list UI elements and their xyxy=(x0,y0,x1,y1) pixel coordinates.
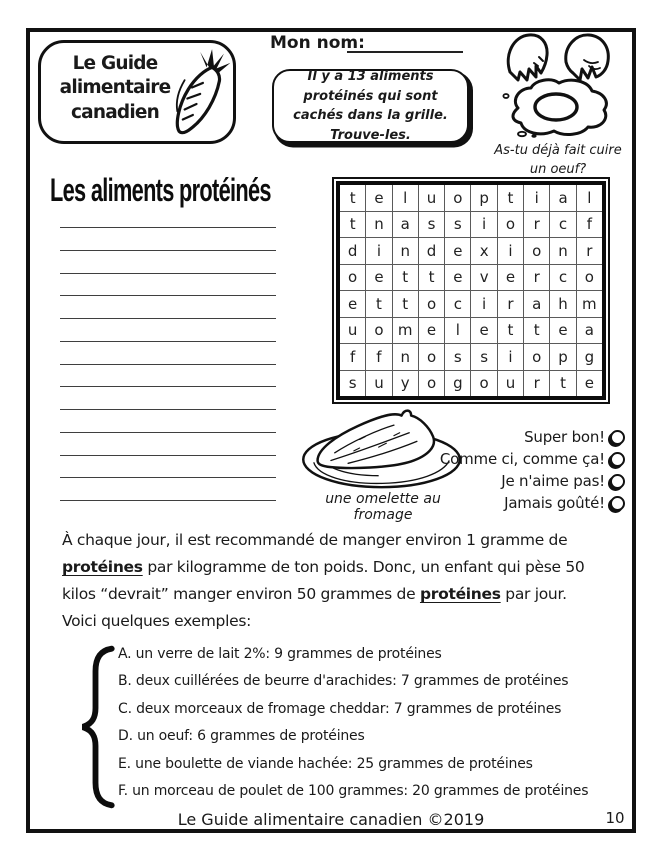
name-input-line[interactable] xyxy=(347,51,463,53)
grid-cell[interactable]: p xyxy=(550,344,575,370)
grid-cell[interactable]: l xyxy=(577,185,602,211)
grid-cell[interactable]: o xyxy=(419,344,444,370)
instruction-text: Il y a 13 aliments protéinés qui sont cachés dans la grille. Trouve-les. xyxy=(293,69,448,143)
writing-lines xyxy=(60,227,276,517)
curly-brace-icon xyxy=(82,636,118,818)
grid-cell[interactable]: r xyxy=(524,212,549,238)
instruction-bubble xyxy=(272,69,469,143)
writing-line[interactable] xyxy=(60,227,276,228)
grid-cell[interactable]: l xyxy=(393,185,418,211)
rating-row xyxy=(420,426,625,448)
writing-line[interactable] xyxy=(60,295,276,296)
grid-cell[interactable]: c xyxy=(550,212,575,238)
grid-cell[interactable]: i xyxy=(366,238,391,264)
grid-cell[interactable]: p xyxy=(471,185,496,211)
grid-cell[interactable]: o xyxy=(340,265,365,291)
grid-cell[interactable]: e xyxy=(498,265,523,291)
egg-question-caption: As-tu déjà fait cuire un oeuf? xyxy=(494,143,622,177)
grid-cell[interactable]: a xyxy=(524,291,549,317)
grid-cell[interactable]: v xyxy=(471,265,496,291)
grid-cell[interactable]: o xyxy=(419,291,444,317)
grid-cell[interactable]: o xyxy=(445,185,470,211)
rating-label: Je n'aime pas! xyxy=(501,472,605,490)
grid-cell[interactable]: x xyxy=(471,238,496,264)
rating-label: Super bon! xyxy=(524,428,605,446)
grid-cell[interactable]: s xyxy=(340,371,365,397)
logo-title xyxy=(50,52,180,125)
emphasized-word: protéines xyxy=(62,558,143,576)
example-item: F. un morceau de poulet de 100 grammes: 20 grammes de protéines xyxy=(118,783,589,800)
grid-cell[interactable]: o xyxy=(498,212,523,238)
grid-cell[interactable]: t xyxy=(498,318,523,344)
example-item: D. un oeuf: 6 grammes de protéines xyxy=(118,728,365,745)
writing-line[interactable] xyxy=(60,318,276,319)
grid-cell[interactable]: l xyxy=(445,318,470,344)
carrot-icon xyxy=(170,44,234,142)
word-search-grid xyxy=(336,181,606,400)
grid-cell[interactable]: r xyxy=(577,238,602,264)
word-search xyxy=(332,177,610,404)
grid-cell[interactable]: g xyxy=(577,344,602,370)
grid-cell[interactable]: o xyxy=(471,371,496,397)
grid-cell[interactable]: o xyxy=(577,265,602,291)
paragraph-line xyxy=(62,608,622,635)
name-label: Mon nom: xyxy=(270,33,365,53)
grid-cell[interactable]: n xyxy=(550,238,575,264)
paragraph-line xyxy=(62,581,622,608)
worksheet-title: Les aliments protéinés xyxy=(50,172,271,208)
emphasized-word: protéines xyxy=(419,585,501,603)
grid-cell[interactable]: s xyxy=(445,212,470,238)
grid-cell[interactable]: n xyxy=(393,344,418,370)
grid-cell[interactable]: c xyxy=(550,265,575,291)
grid-cell[interactable]: i xyxy=(524,185,549,211)
grid-cell[interactable]: a xyxy=(393,212,418,238)
paragraph-text: kilos “devrait” manger environ 50 grammes de xyxy=(62,585,420,603)
grid-cell[interactable]: s xyxy=(419,212,444,238)
cracked-eggshell-icon xyxy=(566,35,609,80)
rating-circle[interactable] xyxy=(610,430,625,445)
examples-list xyxy=(118,641,588,805)
example-item: B. deux cuillérées de beurre d'arachides: 7 grammes de protéines xyxy=(118,673,569,690)
grid-cell[interactable]: t xyxy=(419,265,444,291)
grid-cell[interactable]: u xyxy=(419,185,444,211)
grid-cell[interactable]: t xyxy=(550,371,575,397)
writing-line[interactable] xyxy=(60,250,276,251)
writing-line[interactable] xyxy=(60,364,276,365)
logo-line-3: canadien xyxy=(70,101,159,123)
grid-cell[interactable]: d xyxy=(419,238,444,264)
grid-cell[interactable]: f xyxy=(366,344,391,370)
grid-cell[interactable]: e xyxy=(366,185,391,211)
grid-cell[interactable]: c xyxy=(445,291,470,317)
rating-row xyxy=(420,492,625,514)
writing-line[interactable] xyxy=(60,500,276,501)
grid-cell[interactable]: u xyxy=(366,371,391,397)
grid-cell[interactable]: e xyxy=(419,318,444,344)
rating-circle[interactable] xyxy=(610,474,625,489)
grid-cell[interactable]: s xyxy=(445,344,470,370)
grid-cell[interactable]: e xyxy=(577,371,602,397)
grid-cell[interactable]: n xyxy=(393,238,418,264)
paragraph-text: À chaque jour, il est recommandé de manger environ 1 gramme de xyxy=(62,531,568,549)
rating-circle[interactable] xyxy=(610,496,625,511)
grid-cell[interactable]: t xyxy=(393,291,418,317)
grid-cell[interactable]: m xyxy=(393,318,418,344)
grid-cell[interactable]: r xyxy=(524,265,549,291)
grid-cell[interactable]: e xyxy=(471,318,496,344)
rating-label: Comme ci, comme ça! xyxy=(439,450,605,468)
grid-cell[interactable]: a xyxy=(550,185,575,211)
writing-line[interactable] xyxy=(60,273,276,274)
grid-cell[interactable]: d xyxy=(340,238,365,264)
rating-row xyxy=(420,470,625,492)
grid-cell[interactable]: m xyxy=(577,291,602,317)
omelette-caption: une omelette au fromage xyxy=(325,491,441,523)
grid-cell[interactable]: f xyxy=(577,212,602,238)
example-item: C. deux morceaux de fromage cheddar: 7 grammes de protéines xyxy=(118,700,562,717)
grid-cell[interactable]: o xyxy=(524,238,549,264)
grid-cell[interactable]: t xyxy=(340,212,365,238)
grid-cell[interactable]: t xyxy=(340,185,365,211)
fried-egg-icon xyxy=(503,80,606,135)
grid-cell[interactable]: e xyxy=(366,265,391,291)
paragraph-line xyxy=(62,554,622,581)
grid-cell[interactable]: e xyxy=(445,265,470,291)
grid-cell[interactable]: o xyxy=(366,318,391,344)
writing-line[interactable] xyxy=(60,432,276,433)
eggs-illustration xyxy=(496,30,628,138)
paragraph-text: par kilogramme de ton poids. Donc, un enfant qui pèse 50 xyxy=(142,558,585,576)
page-number: 10 xyxy=(605,809,625,827)
grid-cell[interactable]: y xyxy=(393,371,418,397)
footer-credit: Le Guide alimentaire canadien ©2019 xyxy=(177,810,485,829)
grid-cell[interactable]: u xyxy=(340,318,365,344)
writing-line[interactable] xyxy=(60,409,276,410)
rating-circle[interactable] xyxy=(610,452,625,467)
paragraph-text: par jour. xyxy=(500,585,567,603)
cracked-eggshell-icon xyxy=(508,35,547,80)
grid-cell[interactable]: e xyxy=(550,318,575,344)
rating-list xyxy=(420,426,625,514)
writing-line[interactable] xyxy=(60,386,276,387)
grid-cell[interactable]: r xyxy=(498,291,523,317)
grid-cell[interactable]: g xyxy=(445,371,470,397)
writing-line[interactable] xyxy=(60,477,276,478)
grid-cell[interactable]: t xyxy=(498,185,523,211)
grid-cell[interactable]: e xyxy=(340,291,365,317)
writing-line[interactable] xyxy=(60,341,276,342)
grid-cell[interactable]: i xyxy=(471,291,496,317)
grid-cell[interactable]: s xyxy=(471,344,496,370)
example-item: A. un verre de lait 2%: 9 grammes de protéines xyxy=(118,646,442,662)
rating-label: Jamais goûté! xyxy=(504,494,605,512)
grid-cell[interactable]: i xyxy=(498,238,523,264)
writing-line[interactable] xyxy=(60,455,276,456)
grid-cell[interactable]: i xyxy=(471,212,496,238)
example-item: E. une boulette de viande hachée: 25 grammes de protéines xyxy=(118,755,533,772)
logo-line-1: Le Guide xyxy=(72,53,158,74)
grid-cell[interactable]: h xyxy=(550,291,575,317)
grid-cell[interactable]: o xyxy=(419,371,444,397)
grid-cell[interactable]: n xyxy=(366,212,391,238)
paragraph-line xyxy=(62,527,622,554)
paragraph-text: Voici quelques exemples: xyxy=(62,612,252,630)
grid-cell[interactable]: o xyxy=(524,344,549,370)
logo-line-2: alimentaire xyxy=(59,77,171,99)
grid-cell[interactable]: e xyxy=(445,238,470,264)
grid-cell[interactable]: t xyxy=(524,318,549,344)
grid-cell[interactable]: a xyxy=(577,318,602,344)
grid-cell[interactable]: u xyxy=(498,371,523,397)
intro-paragraph xyxy=(62,527,622,635)
grid-cell[interactable]: t xyxy=(393,265,418,291)
grid-cell[interactable]: t xyxy=(366,291,391,317)
grid-cell[interactable]: i xyxy=(498,344,523,370)
rating-row xyxy=(420,448,625,470)
grid-cell[interactable]: r xyxy=(524,371,549,397)
grid-cell[interactable]: f xyxy=(340,344,365,370)
